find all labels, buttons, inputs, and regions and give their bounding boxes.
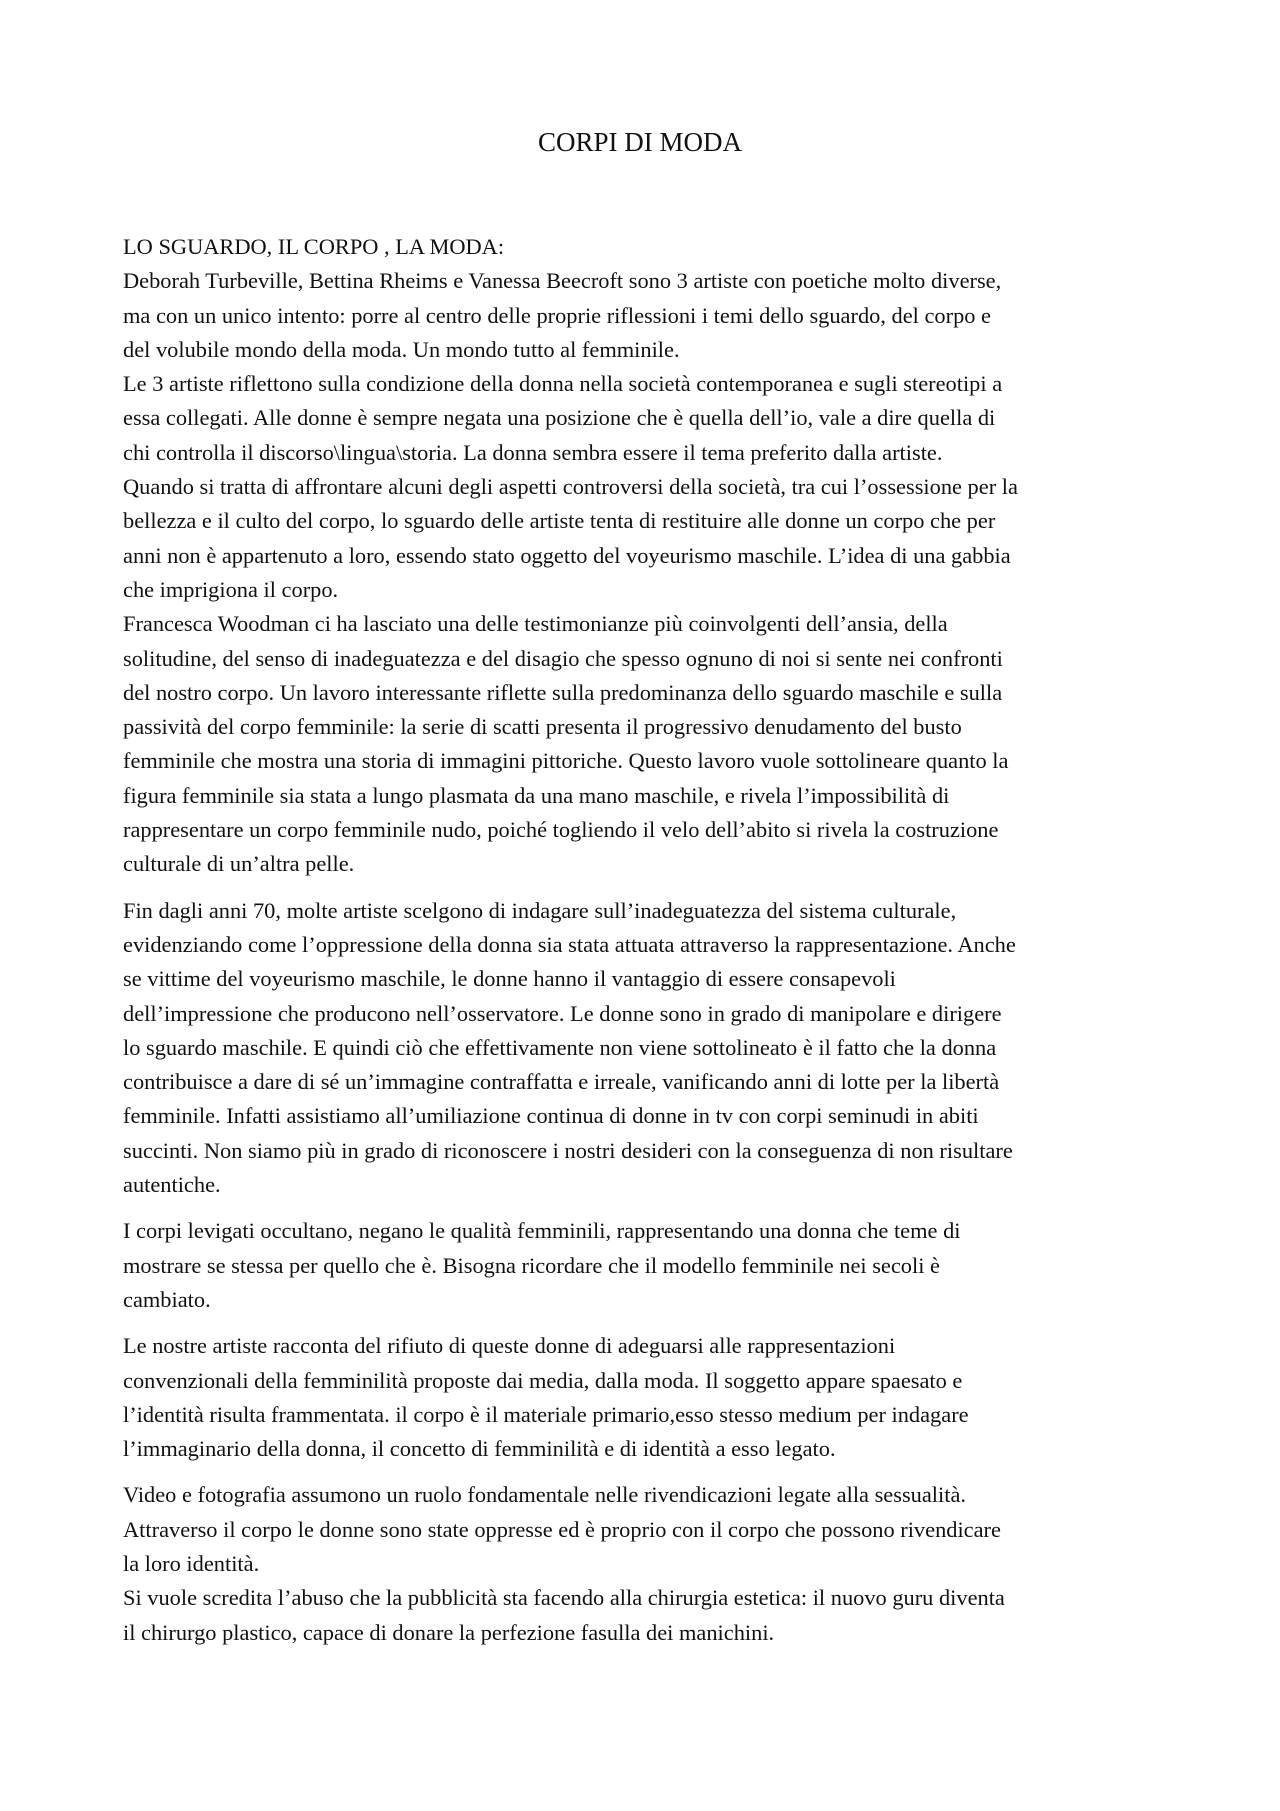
text-line: Quando si tratta di affrontare alcuni degli aspetti controversi della società, tra cui l’ossessione per la [123,474,1018,500]
text-line: I corpi levigati occultano, negano le qualità femminili, rappresentando una donna che teme di [123,1218,961,1244]
paragraph-section-1 [123,230,1168,882]
paragraph-section-4 [123,1329,1168,1466]
text-line: Fin dagli anni 70, molte artiste scelgono di indagare sull’inadeguatezza del sistema culturale, [123,897,957,923]
text-line: passività del corpo femminile: la serie di scatti presenta il progressivo denudamento del busto [123,714,962,740]
text-line: chi controlla il discorso\lingua\storia. La donna sembra essere il tema preferito dalla artiste. [123,439,943,465]
text-line: che imprigiona il corpo. [123,576,339,602]
paragraph-spacer [123,882,1168,894]
text-line: cambiato. [123,1286,211,1312]
paragraph-section-3 [123,1214,1168,1317]
text-line: bellezza e il culto del corpo, lo sguardo delle artiste tenta di restituire alle donne un corpo che per [123,508,996,534]
text-line: figura femminile sia stata a lungo plasmata da una mano maschile, e rivela l’impossibilità di [123,782,950,808]
document-body [123,230,1168,1650]
text-line: mostrare se stessa per quello che è. Bisogna ricordare che il modello femminile nei secoli è [123,1252,940,1278]
text-line: la loro identità. [123,1550,260,1576]
text-line: autentiche. [123,1172,221,1198]
text-line: solitudine, del senso di inadeguatezza e del disagio che spesso ognuno di noi si sente nei confronti [123,645,1003,671]
document-title: CORPI DI MODA [537,127,743,157]
text-line: Le nostre artiste racconta del rifiuto di queste donne di adeguarsi alle rappresentazioni [123,1333,896,1359]
text-line: del nostro corpo. Un lavoro interessante riflette sulla predominanza dello sguardo maschile e sulla [123,679,1003,705]
text-line: anni non è appartenuto a loro, essendo stato oggetto del voyeurismo maschile. L’idea di una gabbia [123,542,1011,568]
text-line: essa collegati. Alle donne è sempre negata una posizione che è quella dell’io, vale a dire quella di [123,405,996,431]
paragraph-spacer [123,1317,1168,1329]
paragraph-section-5 [123,1478,1168,1649]
paragraph-spacer [123,1466,1168,1478]
text-line: rappresentare un corpo femminile nudo, poiché togliendo il velo dell’abito si rivela la costruzione [123,817,999,843]
text-line: Le 3 artiste riflettono sulla condizione della donna nella società contemporanea e sugli stereotipi a [123,371,1003,397]
text-line: Francesca Woodman ci ha lasciato una delle testimonianze più coinvolgenti dell’ansia, della [123,611,948,637]
text-line: succinti. Non siamo più in grado di riconoscere i nostri desideri con la conseguenza di non risultare [123,1137,1013,1163]
text-line: ma con un unico intento: porre al centro delle proprie riflessioni i temi dello sguardo, del corpo e [123,302,991,328]
text-line: lo sguardo maschile. E quindi ciò che effettivamente non viene sottolineato è il fatto che la donna [123,1034,997,1060]
text-line: Attraverso il corpo le donne sono state oppresse ed è proprio con il corpo che possono rivendicare [123,1516,1001,1542]
text-line: femminile che mostra una storia di immagini pittoriche. Questo lavoro vuole sottolineare quanto la [123,748,1009,774]
text-line: contribuisce a dare di sé un’immagine contraffatta e irreale, vanificando anni di lotte per la libertà [123,1069,1000,1095]
text-line: l’immaginario della donna, il concetto di femminilità e di identità a esso legato. [123,1436,836,1462]
paragraph-section-2 [123,894,1168,1203]
text-line: evidenziando come l’oppressione della donna sia stata attuata attraverso la rappresentazione. Anche [123,931,1016,957]
text-line: dell’impressione che producono nell’osservatore. Le donne sono in grado di manipolare e dirigere [123,1000,1002,1026]
paragraph-spacer [123,1202,1168,1214]
text-line: Video e fotografia assumono un ruolo fondamentale nelle rivendicazioni legate alla sessualità. [123,1482,966,1508]
text-line: il chirurgo plastico, capace di donare la perfezione fasulla dei manichini. [123,1619,775,1645]
text-line: convenzionali della femminilità proposte dai media, dalla moda. Il soggetto appare spaesato e [123,1367,963,1393]
text-line: Deborah Turbeville, Bettina Rheims e Vanessa Beecroft sono 3 artiste con poetiche molto diverse, [123,268,1002,294]
text-line: Si vuole scredita l’abuso che la pubblicità sta facendo alla chirurgia estetica: il nuovo guru diventa [123,1585,1005,1611]
text-line: femminile. Infatti assistiamo all’umiliazione continua di donne in tv con corpi seminudi in abiti [123,1103,979,1129]
text-line: l’identità risulta frammentata. il corpo è il materiale primario,esso stesso medium per indagare [123,1401,969,1427]
text-line: se vittime del voyeurismo maschile, le donne hanno il vantaggio di essere consapevoli [123,966,896,992]
section-heading: LO SGUARDO, IL CORPO , LA MODA: [123,234,505,259]
text-line: del volubile mondo della moda. Un mondo tutto al femminile. [123,336,680,362]
text-line: culturale di un’altra pelle. [123,851,355,877]
